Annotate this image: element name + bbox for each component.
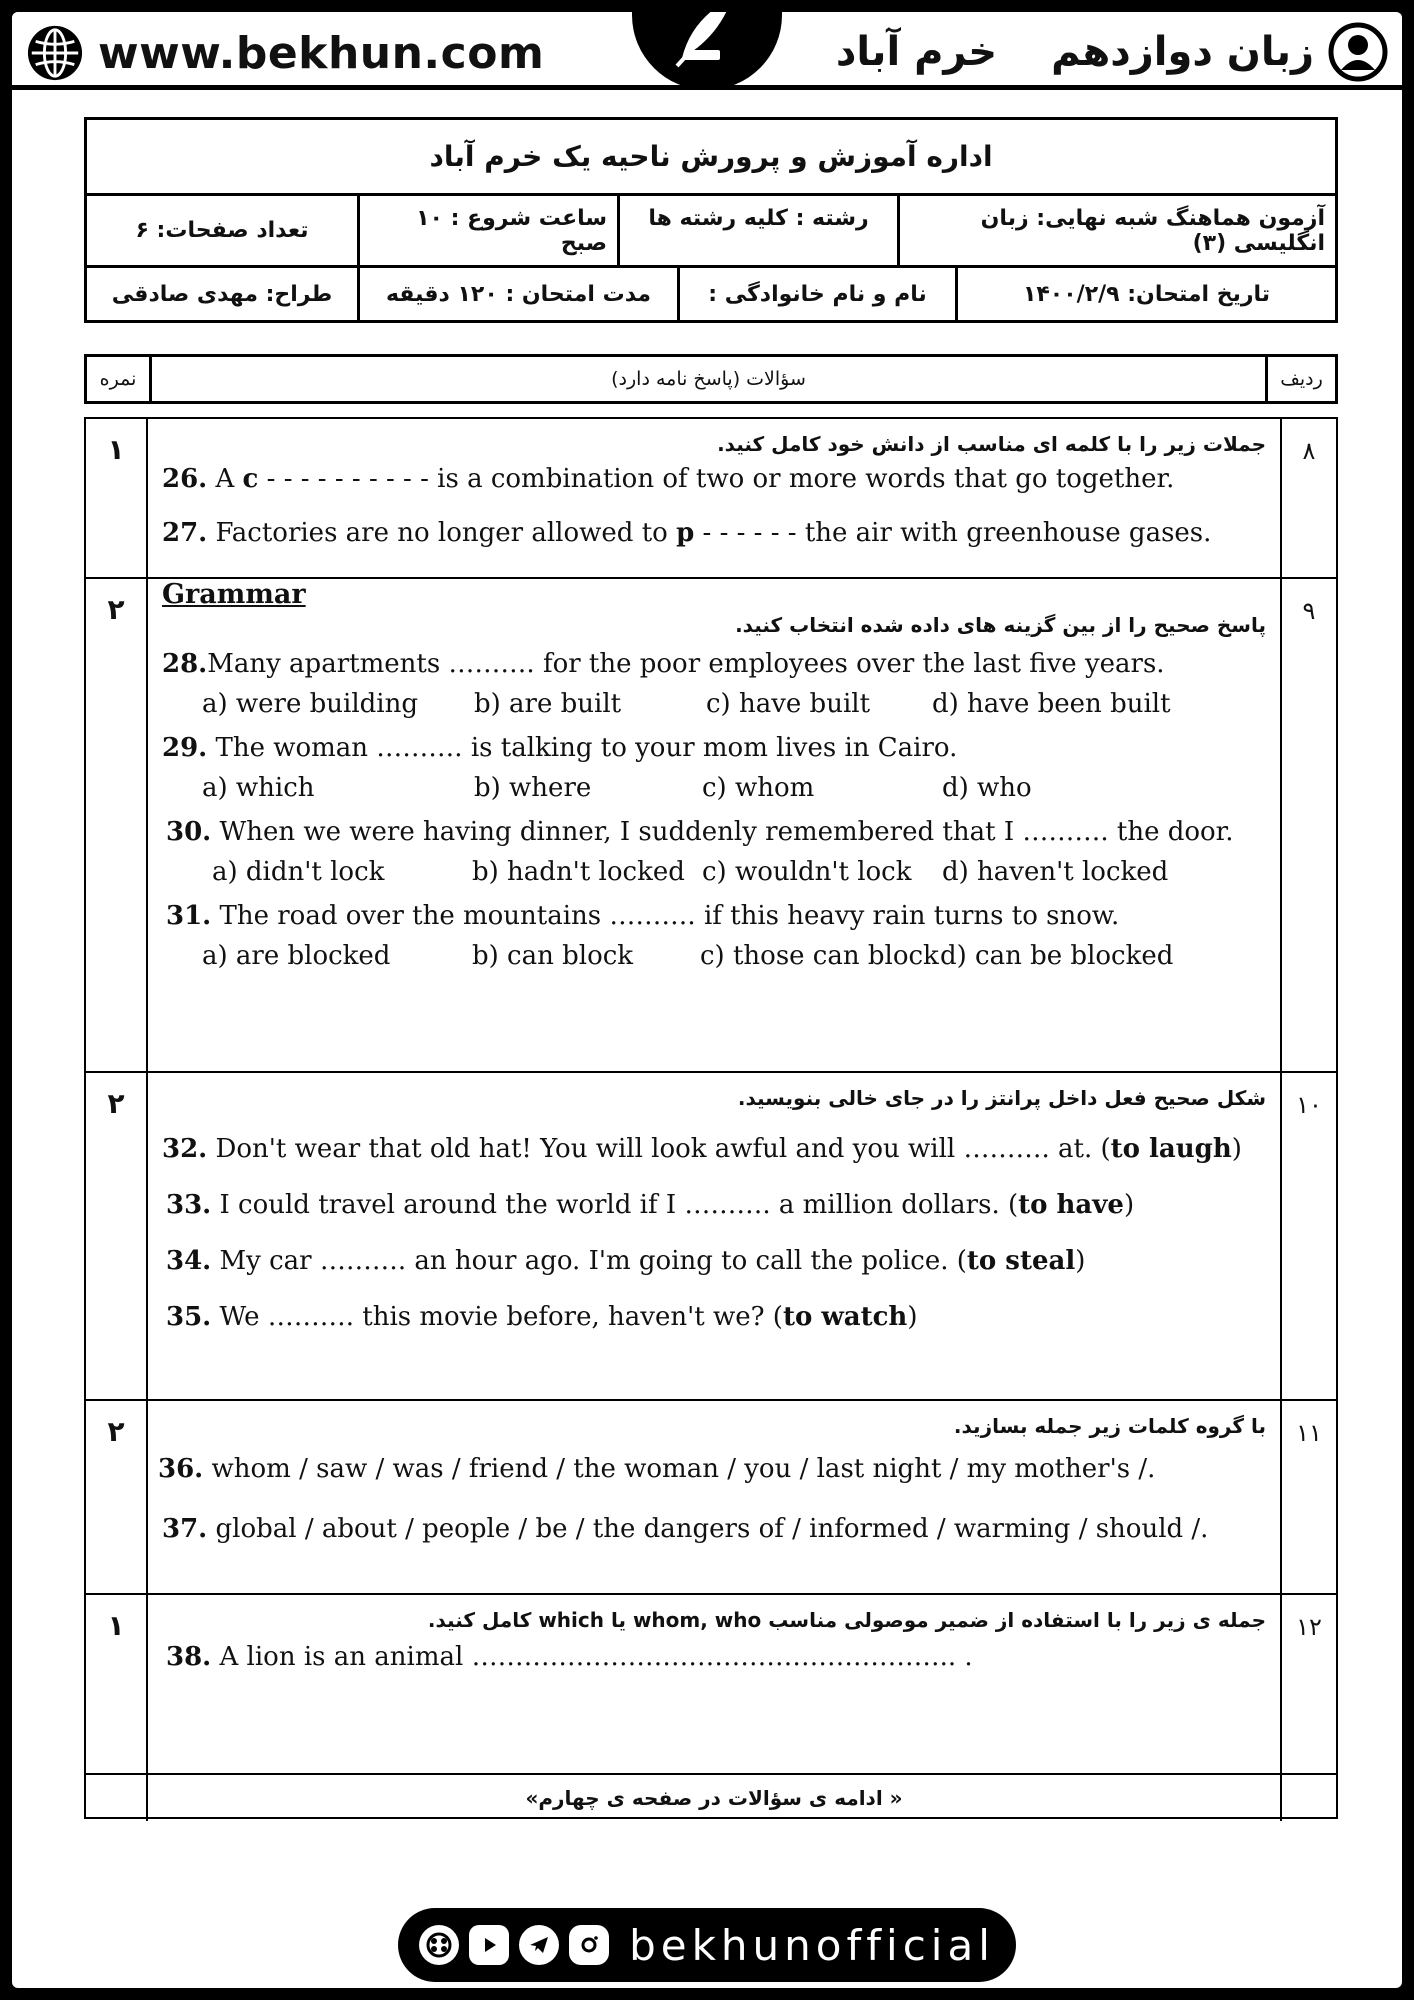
subject-title: زبان دوازدهم [1051, 29, 1314, 75]
option-b[interactable]: b) can block [472, 941, 634, 971]
option-a[interactable]: a) didn't lock [212, 857, 385, 887]
paren-close: ) [1231, 1134, 1242, 1164]
website-link[interactable] [26, 24, 544, 82]
verb-hint: to watch [782, 1302, 908, 1332]
option-a[interactable]: a) which [202, 773, 315, 803]
question-text: A lion is an animal ……………………………………………….. . [211, 1642, 973, 1672]
question-number: 29. [162, 733, 208, 763]
questions-header-title: سؤالات (پاسخ نامه دارد) [149, 357, 1265, 401]
section-body [148, 1073, 1280, 1399]
verb-hint: to have [1018, 1190, 1124, 1220]
question-text: I could travel around the world if I ………. a million dollars. ( [211, 1190, 1019, 1220]
score-header: نمره [99, 368, 137, 390]
page [12, 12, 1402, 1988]
paren-close: ) [1075, 1246, 1086, 1276]
feather-logo-icon [662, 12, 752, 78]
exam-subject [836, 22, 1388, 82]
paren-close: ) [907, 1302, 918, 1332]
brand-logo [632, 12, 782, 90]
question-text: When we were having dinner, I suddenly remembered that I ………. the door. [211, 817, 1234, 847]
section-12 [86, 1595, 1336, 1775]
question-31 [162, 900, 1266, 932]
section-score: ۲ [86, 579, 148, 1071]
aparat-icon[interactable] [419, 1925, 459, 1965]
question-text: A [215, 464, 243, 494]
question-text: The woman ………. is talking to your mom lives in Cairo. [207, 733, 958, 763]
exam-name: آزمون هماهنگ شبه نهایی: زبان انگلیسی (۳) [897, 196, 1335, 265]
continue-row [86, 1775, 1336, 1821]
section-instruction: شکل صحیح فعل داخل پرانتز را در جای خالی بنویسید. [737, 1086, 1266, 1110]
question-number: 36. [158, 1454, 204, 1484]
question-text: Factories are no longer allowed to [207, 518, 677, 548]
option-c[interactable]: c) whom [702, 773, 815, 803]
option-c[interactable]: c) have built [706, 689, 871, 719]
section-11 [86, 1401, 1336, 1595]
page-count: تعداد صفحات: ۶ [135, 218, 309, 243]
section-instruction: جملات زیر را با کلمه ای مناسب از دانش خود کامل کنید. [717, 432, 1266, 456]
option-c[interactable]: c) wouldn't lock [702, 857, 912, 887]
section-instruction: پاسخ صحیح را از بین گزینه های داده شده انتخاب کنید. [735, 613, 1266, 637]
section-number: ۱۰ [1280, 1073, 1336, 1399]
option-b[interactable]: b) hadn't locked [472, 857, 685, 887]
section-number: ۱۲ [1280, 1595, 1336, 1773]
option-d[interactable]: d) can be blocked [940, 941, 1174, 971]
question-30 [162, 816, 1266, 848]
exam-date: تاریخ امتحان: ۱۴۰۰/۲/۹ [955, 268, 1335, 320]
option-c[interactable]: c) those can block [700, 941, 939, 971]
question-text: whom / saw / was / friend / the woman / you / last night / my mother's /. [203, 1454, 1156, 1484]
question-number: 34. [166, 1246, 212, 1276]
section-score: ۱ [86, 1595, 148, 1773]
website-text: www.bekhun.com [98, 27, 545, 79]
section-number: ۱۱ [1280, 1401, 1336, 1593]
option-d[interactable]: d) who [942, 773, 1032, 803]
question-text: - - - - - - the air with greenhouse gases. [694, 518, 1212, 548]
question-text: We ………. this movie before, haven't we? ( [211, 1302, 783, 1332]
section-score: ۱ [86, 419, 148, 577]
questions-table [84, 417, 1338, 1819]
designer-name: طراح: مهدی صادقی [111, 281, 333, 307]
empty-score-cell [86, 1775, 148, 1821]
section-9 [86, 579, 1336, 1073]
header-bar [12, 12, 1402, 90]
question-text: Don't wear that old hat! You will look awful and you will ………. at. ( [207, 1134, 1111, 1164]
info-row-2 [87, 268, 1335, 320]
question-29 [162, 732, 1266, 764]
field-label: رشته : کلیه رشته ها [617, 196, 897, 265]
verb-hint: to laugh [1110, 1134, 1232, 1164]
question-38 [162, 1641, 1266, 1673]
org-title: اداره آموزش و پرورش ناحیه یک خرم آباد [87, 120, 1335, 196]
options-29 [162, 772, 1266, 804]
user-icon [1328, 22, 1388, 82]
question-28 [162, 648, 1266, 680]
section-number: ۸ [1280, 419, 1336, 577]
question-number: 32. [162, 1134, 208, 1164]
social-footer[interactable] [398, 1908, 1016, 1982]
info-row-1 [87, 196, 1335, 268]
section-score: ۲ [86, 1401, 148, 1593]
section-body [148, 419, 1280, 577]
instagram-icon[interactable] [569, 1925, 609, 1965]
question-number: 28. [162, 649, 208, 679]
option-d[interactable]: d) haven't locked [942, 857, 1169, 887]
hint-letter: c [242, 464, 259, 494]
section-8 [86, 419, 1336, 579]
exam-duration: مدت امتحان : ۱۲۰ دقیقه [357, 268, 677, 320]
globe-icon [26, 24, 84, 82]
section-body [148, 1401, 1280, 1593]
empty-num-cell [1280, 1775, 1336, 1821]
question-number: 37. [162, 1514, 208, 1544]
section-number: ۹ [1280, 579, 1336, 1071]
start-time: ساعت شروع : ۱۰ صبح [357, 196, 617, 265]
question-32 [162, 1133, 1266, 1165]
section-body [148, 579, 1280, 1071]
section-score: ۲ [86, 1073, 148, 1399]
section-instruction: با گروه کلمات زیر جمله بسازید. [953, 1414, 1266, 1438]
options-31 [162, 940, 1266, 972]
city-title: خرم آباد [835, 29, 998, 75]
youtube-icon[interactable] [469, 1925, 509, 1965]
question-number: 26. [162, 464, 208, 494]
question-35 [162, 1301, 1266, 1333]
options-30 [162, 856, 1266, 888]
option-a[interactable]: a) were building [202, 689, 418, 719]
question-26 [162, 463, 1266, 495]
section-body [148, 1595, 1280, 1773]
continue-note: « ادامه ی سؤالات در صفحه ی چهارم» [525, 1786, 903, 1810]
question-text: The road over the mountains ………. if this heavy rain turns to snow. [211, 901, 1120, 931]
verb-hint: to steal [966, 1246, 1076, 1276]
question-number: 30. [166, 817, 212, 847]
grammar-heading: Grammar [162, 579, 306, 610]
question-36 [158, 1453, 1266, 1485]
question-text: Many apartments ………. for the poor employees over the last five years. [207, 649, 1165, 679]
question-27 [162, 517, 1266, 549]
questions-header [84, 354, 1338, 404]
question-number: 33. [166, 1190, 212, 1220]
option-b[interactable]: b) are built [474, 689, 622, 719]
question-text: global / about / people / be / the dangers of / informed / warming / should /. [207, 1514, 1209, 1544]
option-d[interactable]: d) have been built [932, 689, 1171, 719]
student-name-label: نام و نام خانوادگی : [677, 268, 955, 320]
radif-header: ردیف [1265, 357, 1335, 401]
question-37 [162, 1513, 1266, 1545]
question-number: 35. [166, 1302, 212, 1332]
paren-close: ) [1123, 1190, 1135, 1220]
option-b[interactable]: b) where [474, 773, 592, 803]
section-instruction: جمله ی زیر را با استفاده از ضمیر موصولی مناسب whom, who یا which کامل کنید. [427, 1608, 1266, 1632]
question-number: 31. [166, 901, 212, 931]
exam-info-table [84, 117, 1338, 323]
section-10 [86, 1073, 1336, 1401]
hint-letter: p [676, 518, 695, 548]
option-a[interactable]: a) are blocked [202, 941, 391, 971]
question-number: 27. [162, 518, 208, 548]
question-text: My car ………. an hour ago. I'm going to call the police. ( [211, 1246, 967, 1276]
options-28 [162, 688, 1266, 720]
question-text: - - - - - - - - - - is a combination of two or more words that go together. [258, 464, 1175, 494]
question-33 [162, 1189, 1266, 1221]
social-handle[interactable]: bekhunofficial [629, 1920, 995, 1970]
question-34 [162, 1245, 1266, 1277]
telegram-icon[interactable] [519, 1925, 559, 1965]
question-number: 38. [166, 1642, 212, 1672]
